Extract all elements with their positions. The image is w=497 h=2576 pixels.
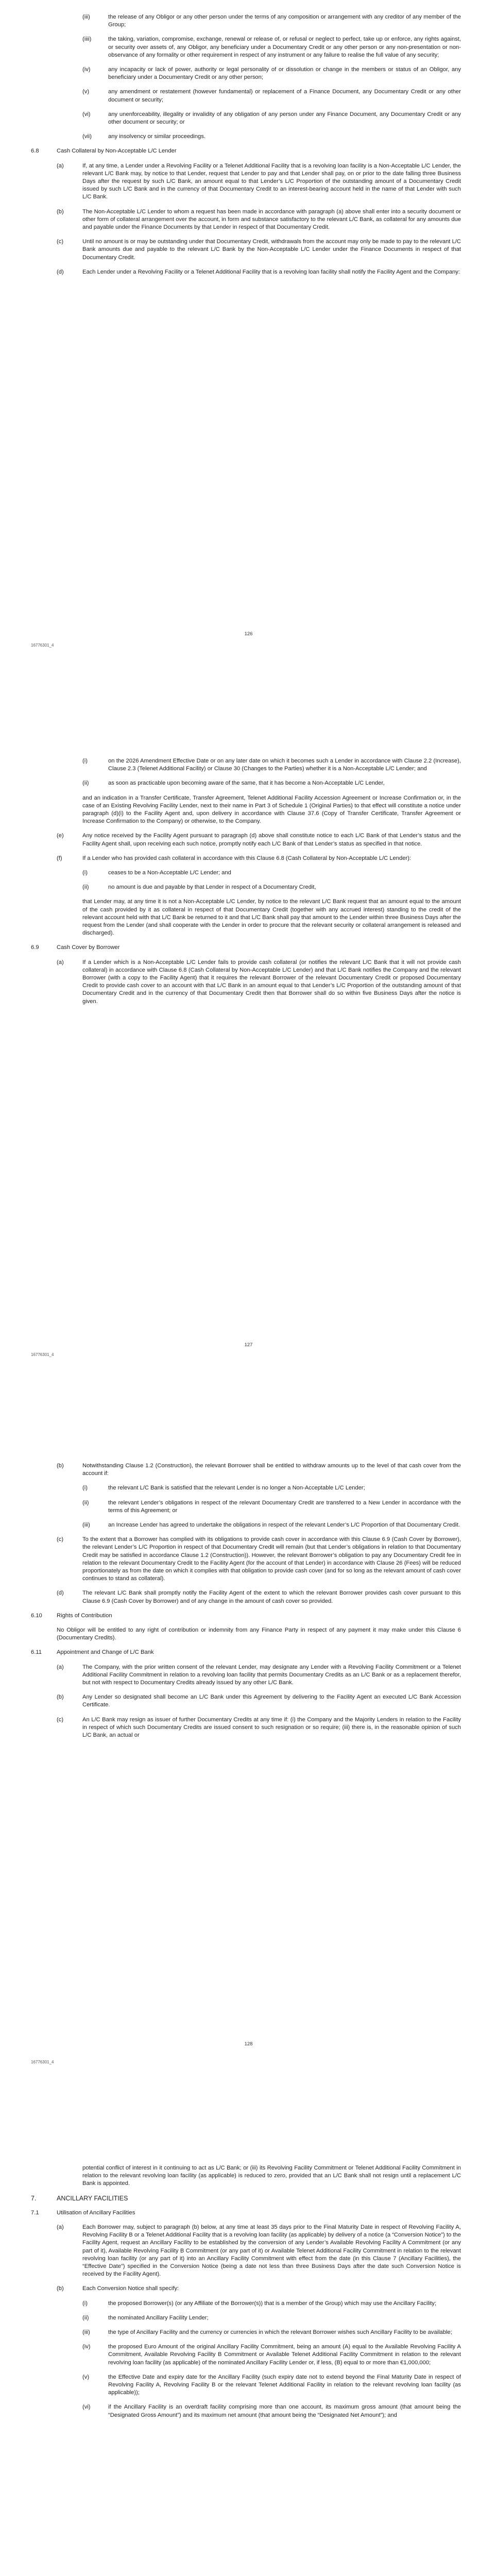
clause-number: (c) <box>57 239 64 245</box>
clause-number: (vi) <box>82 111 91 117</box>
continuation-paragraph: No Obligor will be entitled to any right of contribution or indemnity from any Finance Party in respect of any payment it may make under this Clause 6 (Documentary Credits). <box>57 1627 461 1641</box>
clause-number: (b) <box>57 2285 64 2292</box>
clause-number: (iii) <box>82 1522 90 1529</box>
clause-paragraph <box>31 1499 461 1515</box>
clause-text: The Non-Acceptable L/C Lender to whom a request has been made in accordance with paragraph (a) above shall enter into a security document or other form of collateral arrangement over the account, in form and substance satisfactory to the relevant L/C Bank, as collateral for any amounts due and payable under the Finance Documents by that Lender in respect of that Documentary Credit. <box>82 208 461 231</box>
clause-paragraph <box>31 832 461 848</box>
page-content <box>31 2164 461 2426</box>
clause-paragraph <box>31 2285 461 2293</box>
clause-number: (c) <box>57 1716 64 1723</box>
clause-number: (f) <box>57 855 62 861</box>
clause-text: any incapacity or lack of power, authority or legal personality of or dissolution or change in the members or status of an Obligor, any beneficiary under a Documentary Credit or any other person; <box>108 66 461 81</box>
clause-paragraph <box>31 757 461 773</box>
clause-text: if the Ancillary Facility is an overdraft facility comprising more than one account, its maximum gross amount (that amount being the “Designated Gross Amount”) and its maximum net amount (that amount being the “Designated Net Amount”); and <box>108 2404 461 2418</box>
clause-paragraph <box>31 162 461 201</box>
clause-number: (ii) <box>82 2314 89 2321</box>
clause-text: an Increase Lender has agreed to undertake the obligations in respect of the relevant Lender’s L/C Proportion of that Documentary Credit. <box>108 1522 460 1529</box>
clause-text: as soon as practicable upon becoming aware of the same, that it has become a Non-Acceptable L/C Lender, <box>108 780 385 787</box>
clause-text: ceases to be a Non-Acceptable L/C Lender; and <box>108 870 231 876</box>
clause-paragraph <box>31 855 461 862</box>
clause-paragraph <box>31 13 461 29</box>
clause-number: (iv) <box>82 66 91 73</box>
clause-text: The relevant L/C Bank shall promptly notify the Facility Agent of the extent to which the relevant Borrower provides cash cover pursuant to this Clause 6.9 (Cash Cover by Borrower) and of any change in the amount of cash cover so provided. <box>82 1590 461 1604</box>
clause-paragraph <box>31 2343 461 2367</box>
clause-paragraph <box>31 1664 461 1687</box>
clause-text: any insolvency or similar proceedings. <box>108 133 206 140</box>
document-page-1 <box>0 0 497 703</box>
clause-text: Each Borrower may, subject to paragraph (b) below, at any time at least 35 days prior to the Final Maturity Date in respect of Revolving Facility A, Revolving Facility B or a Telenet Additional Facility that is a revolving loan facility (as applicable) by delivery of a notice (a “Conversion Notice”) to the Facility Agent, request an Ancillary Facility to be established by the conversion of any Lender’s Available Revolving Facility A Commitment (or any part of it), Available Revolving Facility B Commitment (or any part of it) or Available Telenet Additional Facility Commitment in relation to the relevant revolving loan facility (or any part of it) into an Ancillary Facility Commitment with effect from the date (in this Clause 7 (Ancillary Facilities), the “Effective Date”) specified in the Conversion Notice (being a date not less than three Business Days after the date such Conversion Notice is received by the Facility Agent). <box>82 2224 461 2278</box>
clause-paragraph <box>31 1693 461 1709</box>
clause-text: Utilisation of Ancillary Facilities <box>57 2209 135 2216</box>
page-number: 126 <box>244 631 253 637</box>
doc-reference: 16776301_4 <box>31 643 54 648</box>
page-content <box>31 757 461 1012</box>
clause-text: the relevant Lender’s obligations in respect of the relevant Documentary Credit are transferred to a New Lender in accordance with the terms of this Agreement; or <box>108 1499 461 1514</box>
clause-text: If a Lender who has provided cash collateral in accordance with this Clause 6.8 (Cash Collateral by Non-Acceptable L/C Lender): <box>82 855 412 861</box>
clause-heading <box>31 147 461 155</box>
clause-paragraph <box>31 238 461 262</box>
clause-text: Each Conversion Notice shall specify: <box>82 2285 179 2292</box>
clause-number: 6.11 <box>31 1649 42 1656</box>
clause-paragraph <box>31 1484 461 1492</box>
clause-number: (b) <box>57 1463 64 1469</box>
clause-number: (v) <box>82 89 90 95</box>
clause-paragraph <box>31 2314 461 2322</box>
clause-text: the proposed Euro Amount of the original Ancillary Facility Commitment, being an amount (A) equal to the Available Revolving Facility A Commitment, Available Revolving Facility B Commitment or Available Telenet Additional Facility Commitment in relation to the relevant revolving loan facility (as applicable) of the nominated Ancillary Facility Lender or, if less, (B) equal to or more than €1,000,000; <box>108 2344 461 2366</box>
clause-paragraph <box>31 66 461 81</box>
document-page-4 <box>0 2110 497 2576</box>
clause-text: An L/C Bank may resign as issuer of further Documentary Credits at any time if: (i) the Company and the Majority Lenders in relation to the Facility in respect of which such Documentary Credits are issued consent to such resignation or so require; (iii) there is, in the reasonable opinion of such L/C Bank, an actual or <box>82 1716 461 1739</box>
clause-number: 7.1 <box>31 2209 39 2216</box>
clause-heading <box>31 1612 461 1620</box>
clause-number: (i) <box>82 1485 88 1492</box>
document-page-3 <box>0 1406 497 2110</box>
clause-number: (c) <box>57 1536 64 1543</box>
clause-text: Notwithstanding Clause 1.2 (Construction), the relevant Borrower shall be entitled to withdraw amounts up to the level of that cash cover from the account if: <box>82 1463 461 1477</box>
clause-number: 6.8 <box>31 148 39 155</box>
clause-number: (v) <box>82 2374 90 2380</box>
clause-paragraph <box>31 111 461 126</box>
continuation-paragraph: and an indication in a Transfer Certificate, Transfer Agreement, Telenet Additional Facility Accession Agreement or Increase Confirmation or, in the case of an Existing Revolving Facility Lender, next to their name in Part 3 of Schedule 1 (Original Parties) to that effect will constitute a notice under paragraph (d)(i) to the Facility Agent and, upon delivery in accordance with Clause 37.6 (Copy of Transfer Certificate, Transfer Agreement or Increase Confirmation to the Company) or otherwise, to the Company. <box>82 794 461 825</box>
clause-paragraph <box>31 2300 461 2308</box>
clause-text: the taking, variation, compromise, exchange, renewal or release of, or refusal or neglect to perfect, take up or enforce, any rights against, or security over assets of, any Obligor, any beneficiary under a Documentary Credit or any other person or any non-presentation or non-observance of any formality or other requirement in respect of any instrument or any failure to realise the full value of any security; <box>108 36 461 58</box>
clause-number: (iv) <box>82 2344 91 2350</box>
clause-number: (b) <box>57 1694 64 1701</box>
clause-paragraph <box>31 884 461 891</box>
clause-number: (ii) <box>82 1499 89 1506</box>
clause-text: Any notice received by the Facility Agent pursuant to paragraph (d) above shall constitute notice to each L/C Bank of that Lender’s status and the Facility Agent shall, upon receiving each such notice, promptly notify each L/C Bank of that Lender’s status as specified in that notice. <box>82 833 461 847</box>
clause-paragraph <box>31 1536 461 1583</box>
clause-text: ANCILLARY FACILITIES <box>57 2194 128 2202</box>
clause-number: (a) <box>57 959 64 965</box>
clause-text: any unenforceability, illegality or invalidity of any obligation of any person under any Finance Document, any Documentary Credit or any other document or security; or <box>108 111 461 126</box>
clause-number: 6.10 <box>31 1612 42 1619</box>
clause-heading <box>31 944 461 952</box>
clause-paragraph <box>31 1589 461 1605</box>
clause-text: the relevant L/C Bank is satisfied that the relevant Lender is no longer a Non-Acceptable L/C Lender; <box>108 1485 365 1492</box>
clause-paragraph <box>31 2403 461 2419</box>
clause-text: the nominated Ancillary Facility Lender; <box>108 2314 209 2321</box>
clause-text: Any Lender so designated shall become an L/C Bank under this Agreement by delivering to the Facility Agent an executed L/C Bank Accession Certificate. <box>82 1694 461 1708</box>
clause-paragraph <box>31 1462 461 1478</box>
document-page-2 <box>0 703 497 1406</box>
page-content <box>31 13 461 283</box>
clause-text: the Effective Date and expiry date for the Ancillary Facility (such expiry date not to extend beyond the Final Maturity Date in respect of Revolving Facility A, Revolving Facility B or the relevant Telenet Additional Facility in relation to the relevant revolving loan facility (as applicable)); <box>108 2374 461 2396</box>
clause-number: (a) <box>57 162 64 169</box>
clause-heading <box>31 1649 461 1656</box>
clause-number: (a) <box>57 2224 64 2231</box>
clause-number: (b) <box>57 208 64 215</box>
clause-text: no amount is due and payable by that Lender in respect of a Documentary Credit, <box>108 884 316 891</box>
clause-text: the proposed Borrower(s) (or any Affiliate of the Borrower(s)) that is a member of the Group) which may use the Ancillary Facility; <box>108 2300 437 2307</box>
clause-text: any amendment or restatement (however fundamental) or replacement of a Finance Document, any Documentary Credit or any other document or security; <box>108 89 461 103</box>
page-number: 127 <box>244 1342 253 1348</box>
clause-number: (d) <box>57 1590 64 1597</box>
clause-text: Cash Cover by Borrower <box>57 944 120 951</box>
clause-number: (i) <box>82 870 88 876</box>
continuation-paragraph: that Lender may, at any time it is not a Non-Acceptable L/C Lender, by notice to the relevant L/C Bank request that an amount equal to the amount of the cash provided by it as collateral in respect of that Documentary Credit (together with any accrued interest) standing to the credit of the relevant account held with that L/C Bank be returned to it and that L/C Bank shall pay that amount to the Lender within three Business Days after the request from the Lender (and shall cooperate with the Lender in order to procure that the relevant security or collateral arrangement is released and discharged). <box>82 899 461 937</box>
clause-paragraph <box>31 208 461 232</box>
clause-paragraph <box>31 133 461 141</box>
clause-paragraph <box>31 1521 461 1529</box>
clause-number: (ii) <box>82 884 89 891</box>
clause-text: Appointment and Change of L/C Bank <box>57 1649 154 1656</box>
clause-text: Rights of Contribution <box>57 1612 112 1619</box>
clause-paragraph <box>31 2329 461 2336</box>
clause-paragraph <box>31 2224 461 2278</box>
clause-number: (ii) <box>82 780 89 787</box>
clause-text: Each Lender under a Revolving Facility or a Telenet Additional Facility that is a revolving loan facility shall notify the Facility Agent and the Company: <box>82 268 460 275</box>
clause-number: (a) <box>57 1664 64 1670</box>
clause-text: on the 2026 Amendment Effective Date or on any later date on which it becomes such a Lender in accordance with Clause 2.2 (Increase), Clause 2.3 (Telenet Additional Facility) or Clause 30 (Changes to the Parties) whether it is a Non-Acceptable L/C Lender; and <box>108 758 461 772</box>
clause-number: (iiii) <box>82 36 92 43</box>
clause-number: (vi) <box>82 2404 91 2411</box>
continuation-paragraph: potential conflict of interest in it continuing to act as L/C Bank; or (iii) its Revolving Facility Commitment or Telenet Additional Facility Commitment in relation to the relevant revolving loan facility (as applicable) is reduced to zero, provided that an L/C Bank shall not resign until a replacement L/C Bank is appointed. <box>82 2165 461 2187</box>
clause-number: (d) <box>57 268 64 275</box>
clause-heading <box>31 2195 461 2202</box>
clause-paragraph <box>31 88 461 104</box>
clause-number: 7. <box>31 2194 37 2202</box>
page-content <box>31 1462 461 1746</box>
clause-paragraph <box>31 2374 461 2397</box>
clause-paragraph <box>31 869 461 877</box>
clause-paragraph <box>31 1716 461 1740</box>
clause-text: To the extent that a Borrower has complied with its obligations to provide cash cover in accordance with this Clause 6.9 (Cash Cover by Borrower), the relevant Lender’s L/C Proportion in respect of that Documentary Credit will remain (but that Lender’s obligations in relation to that Documentary Credit may be satisfied in accordance Clause 1.2 (Construction)). However, the relevant Borrower’s obligation to pay any Documentary Credit fee in relation to the relevant Documentary Credit to the Facility Agent (for the account of that Lender) in accordance with Clause 26 (Fees) will be reduced proportionately as from the date on which it complies with that obligation to provide cash cover (and for so long as the relevant amount of cash cover continues to stand as collateral). <box>82 1536 461 1582</box>
doc-reference: 16776301_4 <box>31 1352 54 1357</box>
clause-number: (iii) <box>82 2329 90 2336</box>
clause-text: If a Lender which is a Non-Acceptable L/C Lender fails to provide cash collateral (or notifies the relevant L/C Bank that it will not provide cash collateral) in accordance with Clause 6.8 (Cash Collateral by Non-Acceptable L/C Lender) and that L/C Bank notifies the Company and the relevant Borrower (with a copy to the Facility Agent) that it requires the relevant Borrower of the relevant Documentary Credit or proposed Documentary Credit to provide cash cover to an account with that L/C Bank in an amount equal to that Lender’s L/C Proportion of the outstanding amount of that Documentary Credit and in the currency of that Documentary Credit then that Borrower shall do so within five Business Days after the notice is given. <box>82 959 461 1005</box>
clause-paragraph <box>31 36 461 59</box>
clause-text: Until no amount is or may be outstanding under that Documentary Credit, withdrawals from the account may only be made to pay to the relevant L/C Bank amounts due and payable to the relevant L/C Bank by the Non-Acceptable L/C Lender under the Finance Documents in respect of that Documentary Credit. <box>82 239 461 261</box>
clause-text: The Company, with the prior written consent of the relevant Lender, may designate any Lender with a Revolving Facility Commitment or a Telenet Additional Facility Commitment in relation to a revolving loan facility that permits Documentary Credits as an L/C Bank or as a replacement therefor, but not with respect to Documentary Credits already issued by any other L/C Bank. <box>82 1664 461 1686</box>
doc-reference: 16776301_4 <box>31 2060 54 2064</box>
clause-paragraph <box>31 959 461 1006</box>
clause-number: (vii) <box>82 133 92 140</box>
clause-number: (e) <box>57 833 64 839</box>
clause-paragraph <box>31 268 461 276</box>
clause-text: If, at any time, a Lender under a Revolving Facility or a Telenet Additional Facility that is a revolving loan facility is a Non-Acceptable L/C Lender, the relevant L/C Bank may, by notice to that Lender, request that Lender to pay and that Lender shall pay, on or prior to the date falling three Business Days after the request by such L/C Bank, an amount equal to that Lender’s L/C Proportion of the outstanding amount of a Documentary Credit issued by such L/C Bank and in the currency of that Documentary Credit to an interest-bearing account held in the name of that Lender with such L/C Bank. <box>82 162 461 200</box>
clause-number: (i) <box>82 2300 88 2307</box>
clause-text: Cash Collateral by Non-Acceptable L/C Lender <box>57 148 177 155</box>
clause-number: 6.9 <box>31 944 39 951</box>
clause-text: the release of any Obligor or any other person under the terms of any composition or arrangement with any creditor of any member of the Group; <box>108 14 461 28</box>
clause-paragraph <box>31 779 461 787</box>
clause-heading <box>31 2209 461 2217</box>
clause-text: the type of Ancillary Facility and the currency or currencies in which the relevant Borrower wishes such Ancillary Facility to be available; <box>108 2329 452 2336</box>
clause-number: (iii) <box>82 14 90 20</box>
clause-number: (i) <box>82 758 88 764</box>
page-number: 128 <box>244 2041 253 2047</box>
